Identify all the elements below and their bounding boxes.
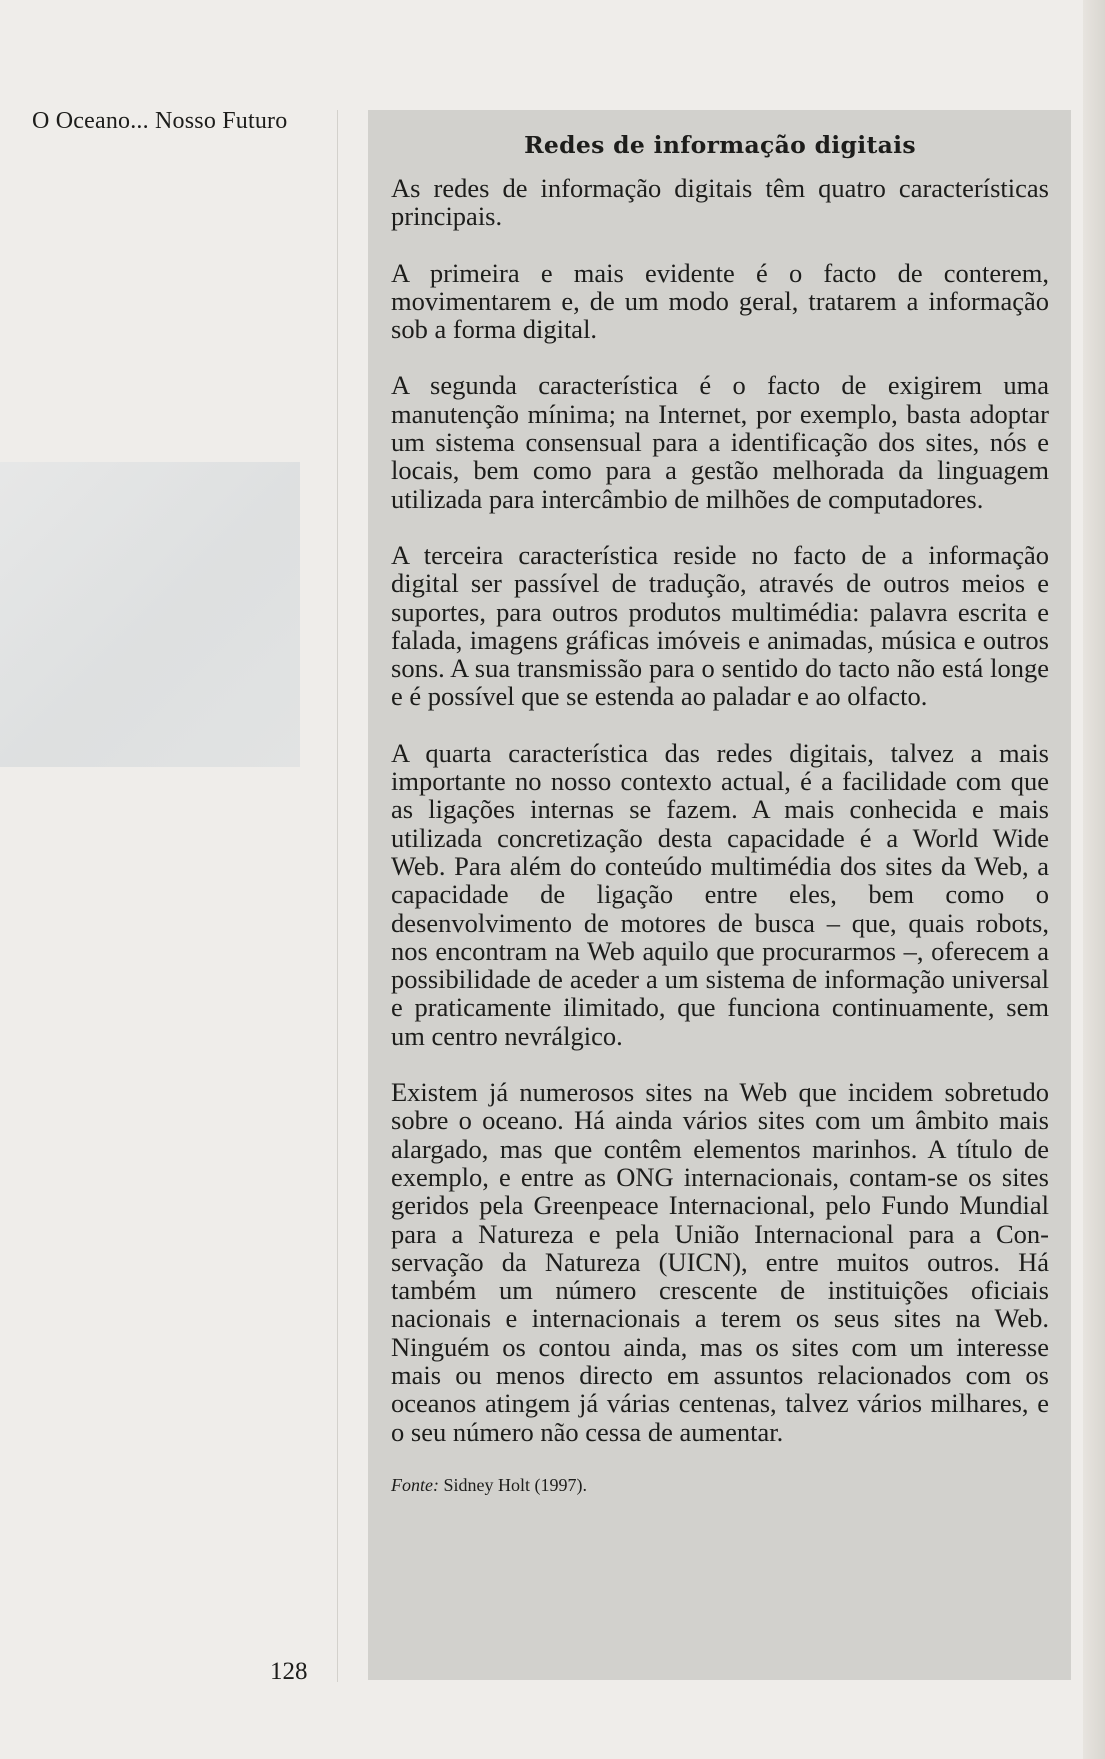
box-paragraph-4: A terceira característica reside no facto de a informação digital ser passível de tradução, através de outros meios e suportes, para outros produtos multimédia: palavra escrita e falada, imagens gráficas imóveis e animadas, música e outros sons. A sua transmissão para o sentido do tacto não está longe e é possível que se estenda ao paladar e ao olfacto.: [391, 539, 1049, 712]
source-citation: [391, 1474, 1049, 1496]
page-edge: [1083, 0, 1105, 1759]
box-paragraph-3: A segunda característica é o facto de exigirem uma manutenção mínima; na Internet, por exemplo, basta adoptar um sistema consensual para a identificação dos sites, nós e locais, bem como para a gestão melhorada da linguagem utilizada para intercâmbio de milhões de computadores.: [391, 370, 1049, 514]
box-paragraph-5: A quarta característica das redes digitais, talvez a mais importante no nosso contexto actual, é a facilidade com que as ligações internas se fazem. A mais conhecida e mais utilizada concretização desta capacidade é a World Wide Web. Para além do conteúdo multimédia dos sites da Web, a capacidade de ligação entre eles, bem como o desenvolvimento de motores de busca – que, quais robots, nos encontram na Web aquilo que procurarmos –, oferecem a possibilidade de aceder a um sistema de informação universal e praticamente ilimitado, que funciona continuamente, sem um centro nevrálgico.: [391, 737, 1049, 1051]
source-text: Sidney Holt (1997).: [438, 1474, 587, 1495]
box-paragraph-1: As redes de informação digitais têm quatro características principais.: [391, 173, 1049, 232]
box-paragraph-2: A primeira e mais evidente é o facto de conterem, movimentarem e, de um modo geral, tratarem a informação sob a forma digital.: [391, 257, 1049, 345]
running-header: O Oceano... Nosso Futuro: [32, 108, 288, 134]
page-number: 128: [270, 1658, 308, 1685]
source-label: Fonte:: [391, 1474, 439, 1495]
box-title: Redes de informação digitais: [524, 131, 916, 159]
sidebar-box: [368, 110, 1071, 1680]
show-through-image: [0, 462, 300, 767]
box-paragraph-6: Existem já numerosos sites na Web que incidem sobretudo sobre o oceano. Há ainda vários sites com um âmbito mais alargado, mas que contêm elementos marinhos. A título de exemplo, e entre as ONG internacionais, contam-se os sites geridos pela Greenpeace Internacional, pelo Fundo Mundial para a Natureza e pela União Internacional para a Conservação da Natureza (UICN), entre muitos outros. Há também um número crescente de instituições oficiais nacionais e internacionais a terem os seus sites na Web. Ninguém os contou ainda, mas os sites com um interesse mais ou menos directo em assuntos relacionados com os oceanos atingem já várias centenas, talvez vários milhares, e o seu número não cessa de aumentar.: [391, 1077, 1049, 1447]
column-divider: [337, 110, 338, 1682]
